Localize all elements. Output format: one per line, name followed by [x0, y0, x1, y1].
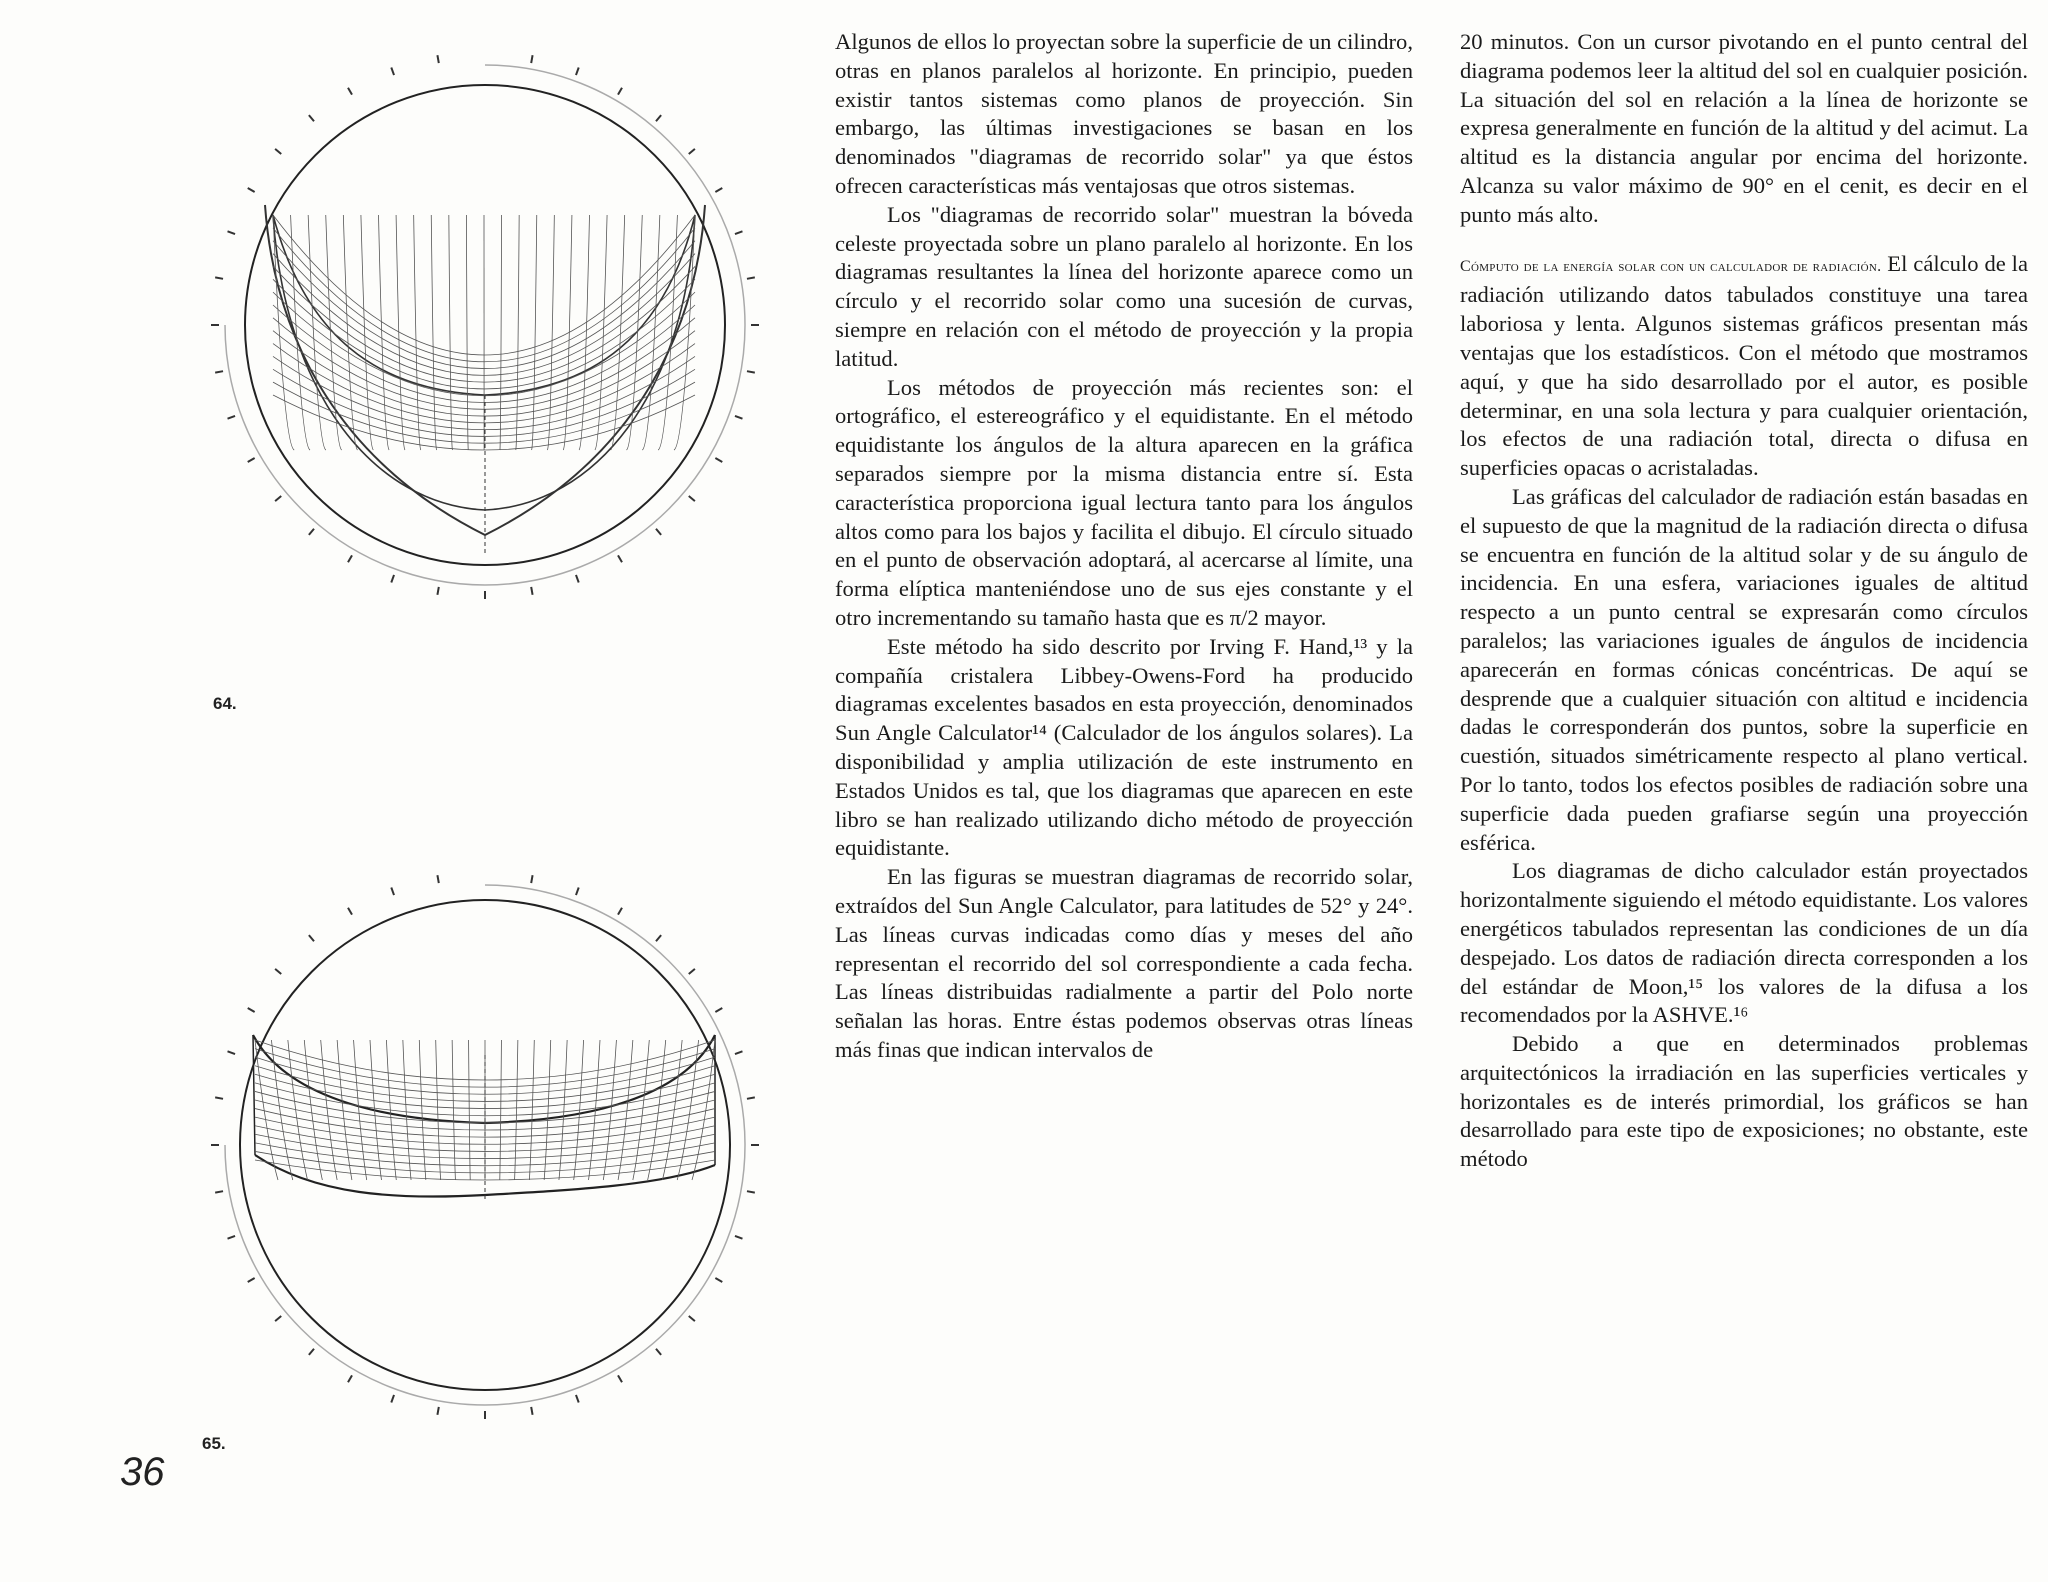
paragraph: Debido a que en determinados problemas arquitectónicos la irradiación en las superficies verticales y horizontales es de interés primordial, los gráficos se han desarrollado para este tipo de exposiciones; no obstante, este método	[1460, 1031, 2028, 1172]
paragraph: Algunos de ellos lo proyectan sobre la superficie de un cilindro, otras en planos paralelos al horizonte. En principio, pueden existir tantos sistemas como planos de proyección. Sin embargo, las últimas investigaciones se basan en los denominados "diagramas de recorrido solar" ya que éstos ofrecen características más ventajosas que otros sistemas.	[835, 29, 1413, 198]
paragraph: Este método ha sido descrito por Irving F. Hand,¹³ y la compañía cristalera Libbey-Owens-Ford ha producido diagramas excelentes basados en esta proyección, denominados Sun Angle Calculator¹⁴ (Calculador de los ángulos solares). La disponibilidad y amplia utilización de este instrumento en Estados Unidos es tal, que los diagramas que aparecen en este libro se han realizado utilizando dicho método de proyección equidistante.	[835, 633, 1413, 861]
section-heading: Cómputo de la energía solar con un calculador de radiación.	[1460, 257, 1882, 275]
text-column-left	[835, 28, 1413, 1065]
figure-65-label: 65.	[202, 1434, 226, 1453]
sun-path-diagram-65	[195, 865, 815, 1425]
page-number: 36	[120, 1450, 165, 1494]
figure-64-label: 64.	[213, 694, 237, 713]
sun-path-diagram-64-drawing	[195, 35, 815, 655]
sun-path-diagram-64	[195, 35, 815, 655]
paragraph-text: El cálculo de la radiación utilizando datos tabulados constituye una tarea laboriosa y lenta. Algunos sistemas gráficos presentan más ventajas que los estadísticos. Con el método que mostramos aquí, y que ha sido desarrollado por el autor, es posible determinar, en una sola lectura y para cualquier orientación, los efectos de una radiación total, directa o difusa en superficies opacas o acristaladas.	[1460, 250, 2028, 481]
paragraph: Los diagramas de dicho calculador están proyectados horizontalmente siguiendo el método equidistante. Los valores energéticos tabulados representan las condiciones de un día despejado. Los datos de radiación directa corresponden a los del estándar de Moon,¹⁵ los valores de la difusa a los recomendados por la ASHVE.¹⁶	[1460, 858, 2028, 1028]
paragraph: 20 minutos. Con un cursor pivotando en el punto central del diagrama podemos leer la altitud del sol en cualquier posición. La situación del sol en relación a la línea de horizonte se expresa generalmente en función de la altitud y del acimut. La altitud es la distancia angular por encima del horizonte. Alcanza su valor máximo de 90° en el cenit, es decir en el punto más alto.	[1460, 29, 2028, 227]
paragraph: Los "diagramas de recorrido solar" muestran la bóveda celeste proyectada sobre un plano paralelo al horizonte. En los diagramas resultantes la línea del horizonte aparece como un círculo y el recorrido solar como una sucesión de curvas, siempre en relación con el método de proyección y la propia latitud.	[835, 201, 1413, 371]
text-column-right	[1460, 28, 2028, 1174]
paragraph: Las gráficas del calculador de radiación están basadas en el supuesto de que la magnitud de la radiación directa o difusa se encuentra en función de la altitud solar y de su ángulo de incidencia. En una esfera, variaciones iguales de altitud respecto a un punto central se expresarán como círculos paralelos; las variaciones iguales de ángulos de incidencia aparecerán en formas cónicas concéntricas. De aquí se desprende que a cualquier situación con altitud e incidencia dadas le corresponderán dos puntos, sobre la superficie en cuestión, situados simétricamente respecto al plano vertical. Por lo tanto, todos los efectos posibles de radiación sobre una superficie dada pueden grafiarse según una proyección esférica.	[1460, 483, 2028, 855]
section-paragraph	[1460, 250, 2028, 483]
paragraph: Los métodos de proyección más recientes son: el ortográfico, el estereográfico y el equidistante. En el método equidistante los ángulos de la altura aparecen en la gráfica separados siempre por la misma distancia entre sí. Esta característica proporciona igual lectura tanto para los ángulos altos como para los bajos y facilita el dibujo. El círculo situado en el punto de observación adoptará, al acercarse al límite, una forma elíptica manteniéndose uno de sus ejes constante y el otro incrementando su tamaño hasta que es π/2 mayor.	[835, 374, 1413, 630]
sun-path-diagram-65-drawing	[195, 865, 815, 1425]
paragraph: En las figuras se muestran diagramas de recorrido solar, extraídos del Sun Angle Calculator, para latitudes de 52° y 24°. Las líneas curvas indicadas como días y meses del año representan el recorrido del sol correspondiente a cada fecha. Las líneas distribuidas radialmente a partir del Polo norte señalan las horas. Entre éstas podemos observas otras líneas más finas que indican intervalos de	[835, 864, 1413, 1062]
